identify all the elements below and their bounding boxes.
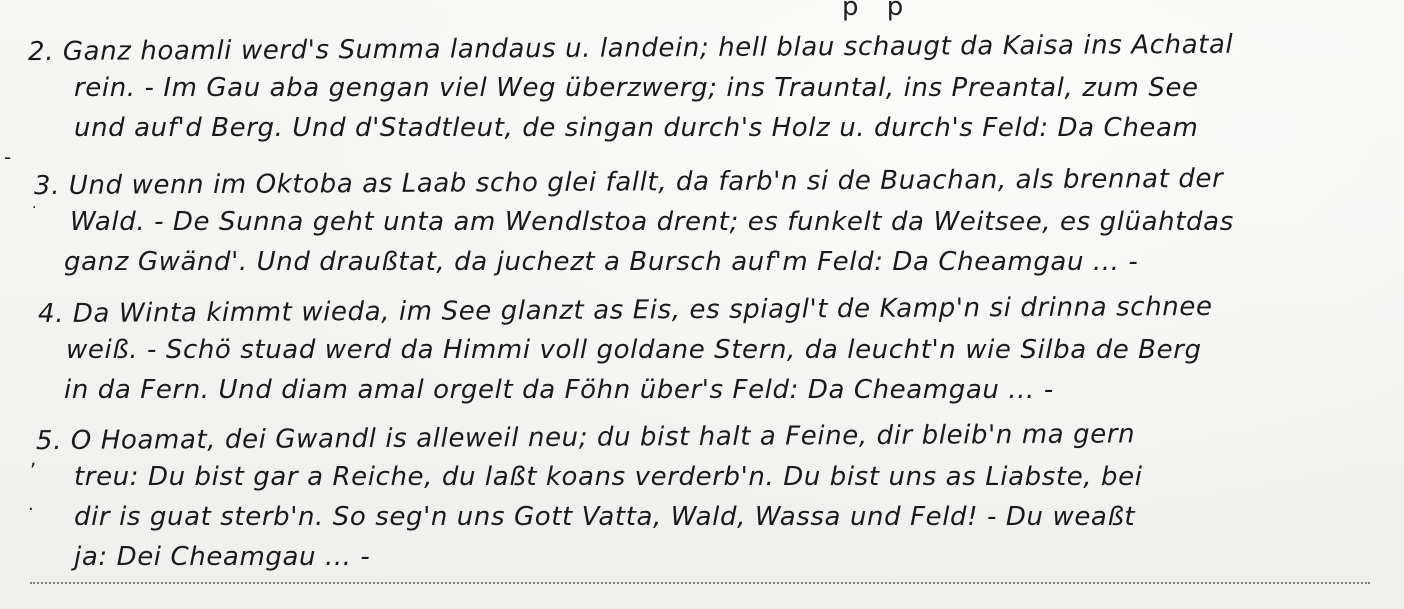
top-fragment-text: p p <box>842 0 914 22</box>
stanza-2 <box>28 28 1378 148</box>
stanza-5-line-3: dir is guat sterb'n. So seg'n uns Gott Vatta, Wald, Wassa und Feld! - Du weaßt <box>74 502 1136 532</box>
stanza-2-line-1: 2. Ganz hoamli werd's Summa landaus u. landein; hell blau schaugt da Kaisa ins Achatal <box>27 29 1234 68</box>
stanza-2-line-2: rein. - Im Gau aba gengan viel Weg überzwerg; ins Trauntal, ins Preantal, zum See <box>74 73 1199 103</box>
stanza-3-line-1: 3. Und wenn im Oktoba as Laab scho glei fallt, da farb'n si de Buachan, als brennat der <box>33 163 1224 202</box>
stanza-5-line-1: 5. O Hoamat, dei Gwandl is alleweil neu; du bist halt a Feine, dir bleib'n ma gern <box>35 419 1136 457</box>
stanza-5-line-4: ja: Dei Cheamgau ... - <box>74 542 371 572</box>
stanza-5 <box>28 417 1378 577</box>
stanza-4-line-3: in da Fern. Und diam amal orgelt da Föhn über's Feld: Da Cheamgau ... - <box>64 375 1054 405</box>
stanza-4 <box>28 290 1378 410</box>
stanza-3-line-3: ganz Gwänd'. Und draußtat, da juchezt a Bursch auf'm Feld: Da Cheamgau ... - <box>64 247 1139 277</box>
margin-comma-mark: , <box>30 446 37 470</box>
margin-dot-mark-2: . <box>28 494 34 515</box>
stanza-3 <box>28 162 1378 282</box>
stanza-3-line-2: Wald. - De Sunna geht unta am Wendlstoa drent; es funkelt da Weitsee, es glüahtdas <box>70 207 1234 237</box>
stanza-2-line-3: und auf'd Berg. Und d'Stadtleut, de singan durch's Holz u. durch's Feld: Da Cheam <box>74 113 1199 143</box>
margin-dot-mark: . <box>32 196 37 212</box>
stanza-5-line-2: treu: Du bist gar a Reiche, du laßt koans verderb'n. Du bist uns as Liabste, bei <box>74 462 1143 492</box>
stanza-4-line-2: weiß. - Schö stuad werd da Himmi voll goldane Stern, da leucht'n wie Silba de Berg <box>66 335 1202 365</box>
margin-dash-mark: - <box>4 145 12 169</box>
dotted-baseline <box>30 572 1370 584</box>
stanza-4-line-1: 4. Da Winta kimmt wieda, im See glanzt as Eis, es spiagl't de Kamp'n si drinna schnee <box>37 291 1213 330</box>
